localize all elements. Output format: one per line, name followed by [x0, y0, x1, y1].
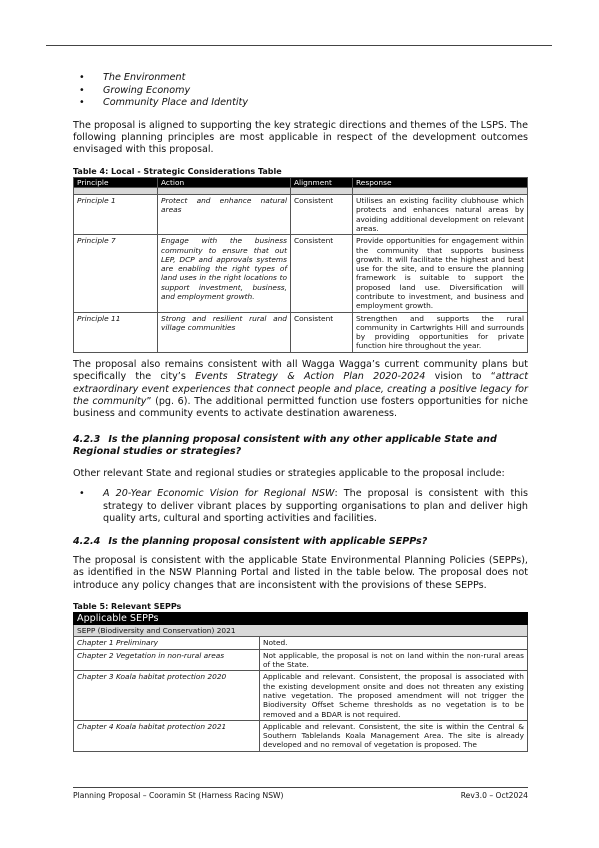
list-item	[91, 488, 528, 525]
chapter-cell: Chapter 3 Koala habitat protection 2020	[74, 671, 260, 720]
table-spacer-row	[74, 188, 528, 195]
principle-cell: Principle 1	[74, 195, 158, 235]
action-cell: Engage with the business community to ensure that out LEP, DCP and approvals systems are enabling the right types of land uses in the right locations to support investment, business, and employment growth.	[158, 235, 291, 312]
principle-cell: Principle 7	[74, 235, 158, 312]
strategic-considerations-table	[73, 177, 528, 353]
response-cell: Strengthen and supports the rural community in Cartwrights Hill and surrounds by providing opportunities for private function hire throughout the year.	[353, 312, 528, 352]
alignment-cell: Consistent	[291, 195, 353, 235]
comment-cell: Not applicable, the proposal is not on land within the non-rural areas of the State.	[260, 649, 528, 671]
table-row	[74, 649, 528, 671]
text-span: The proposal also remains consistent with all Wagga Wagga’s current community plans but specifically the city’s	[73, 358, 528, 383]
relevant-sepps-table	[73, 612, 528, 752]
col-header: Response	[353, 177, 528, 187]
text-span: ” (pg. 6). The additional permitted function use fosters opportunities for niche business and community events to activate destination awareness.	[73, 395, 528, 420]
section-heading-4-2-3	[73, 434, 528, 459]
comment-cell: Applicable and relevant. Consistent, the proposal is associated with the existing development onsite and does not threaten any existing native vegetation. The proposed amendment will not trigger the Biodiversity Offset Scheme thresholds as no vegetation is to be removed and a BDAR is not required.	[260, 671, 528, 720]
alignment-cell: Consistent	[291, 312, 353, 352]
table-row	[74, 720, 528, 751]
table-row	[74, 671, 528, 720]
action-cell: Protect and enhance natural areas	[158, 195, 291, 235]
action-cell: Strong and resilient rural and village communities	[158, 312, 291, 352]
page-content	[73, 72, 528, 752]
table4-caption: Table 4: Local - Strategic Considerations Table	[73, 166, 282, 176]
comment-cell: Noted.	[260, 637, 528, 649]
section-heading-4-2-4	[73, 536, 528, 549]
principle-cell: Principle 11	[74, 312, 158, 352]
paragraph-lsps: The proposal is aligned to supporting the key strategic directions and themes of the LSPS. The following planning principles are most applicable in respect of the development outcomes envisaged with this proposal.	[73, 119, 528, 156]
list-item: • Community Place and Identity	[91, 97, 528, 110]
response-cell: Utilises an existing facility clubhouse which protects and enhances natural areas by avoiding additional development on relevant areas.	[353, 195, 528, 235]
footer-rule	[73, 787, 528, 788]
table-header: Applicable SEPPs	[74, 613, 528, 625]
theme-list	[73, 72, 528, 110]
header-rule	[46, 45, 552, 46]
strategy-list	[73, 488, 528, 525]
chapter-cell: Chapter 1 Preliminary	[74, 637, 260, 649]
table-row	[74, 235, 528, 312]
col-header: Action	[158, 177, 291, 187]
strategy-title: A 20-Year Economic Vision for Regional NSW	[103, 488, 335, 500]
table5-caption: Table 5: Relevant SEPPs	[73, 602, 182, 612]
vision-quote: attract extraordinary event experiences that connect people and place, creating a positive legacy for the community	[73, 371, 528, 407]
chapter-cell: Chapter 2 Vegetation in non-rural areas	[74, 649, 260, 671]
footer-title: Planning Proposal – Cooramin St (Harness Racing NSW)	[73, 791, 284, 800]
table-header-row	[74, 177, 528, 187]
section-title: Is the planning proposal consistent with applicable SEPPs?	[108, 536, 428, 548]
table-row	[74, 637, 528, 649]
response-cell: Provide opportunities for engagement within the community that supports business growth. It will facilitate the highest and best use for the site, and to ensure the planning framework is suitable to support the proposed land use. Diversification will contribute to investment, and business and employment growth.	[353, 235, 528, 312]
section-title: Is the planning proposal consistent with any other applicable State and Regional studies or strategies?	[73, 433, 497, 458]
col-header: Principle	[74, 177, 158, 187]
alignment-cell: Consistent	[291, 235, 353, 312]
list-item: • The Environment	[91, 72, 528, 85]
paragraph-community-plans	[73, 359, 528, 421]
table-subheader-row	[74, 625, 528, 637]
text-span: vision to “	[425, 371, 496, 383]
table-row	[74, 195, 528, 235]
section-number: 4.2.4	[73, 536, 101, 548]
col-header: Alignment	[291, 177, 353, 187]
chapter-cell: Chapter 4 Koala habitat protection 2021	[74, 720, 260, 751]
page-footer	[73, 791, 528, 800]
table-header-row	[74, 613, 528, 625]
section-number: 4.2.3	[73, 433, 101, 445]
table-row	[74, 312, 528, 352]
comment-cell: Applicable and relevant. Consistent, the site is within the Central & Southern Tablelands Koala Management Area. The site is already developed and no removal of vegetation is proposed. The	[260, 720, 528, 751]
table-subheader: SEPP (Biodiversity and Conservation) 2021	[74, 625, 528, 637]
paragraph-sepps: The proposal is consistent with the applicable State Environmental Planning Policies (SEPPs), as identified in the NSW Planning Portal and listed in the table below. The proposal does not introduce any policy changes that are inconsistent with the provisions of these SEPPs.	[73, 554, 528, 591]
paragraph-regional: Other relevant State and regional studies or strategies applicable to the proposal include:	[73, 467, 505, 479]
strategy-desc: : The proposal is consistent with this strategy to deliver vibrant places by supporting organisations to plan and deliver high quality arts, cultural and sporting activities and facilities.	[103, 488, 528, 525]
list-item: • Growing Economy	[91, 85, 528, 98]
footer-revision: Rev3.0 – Oct2024	[460, 791, 528, 800]
plan-title: Events Strategy & Action Plan 2020-2024	[195, 371, 426, 383]
